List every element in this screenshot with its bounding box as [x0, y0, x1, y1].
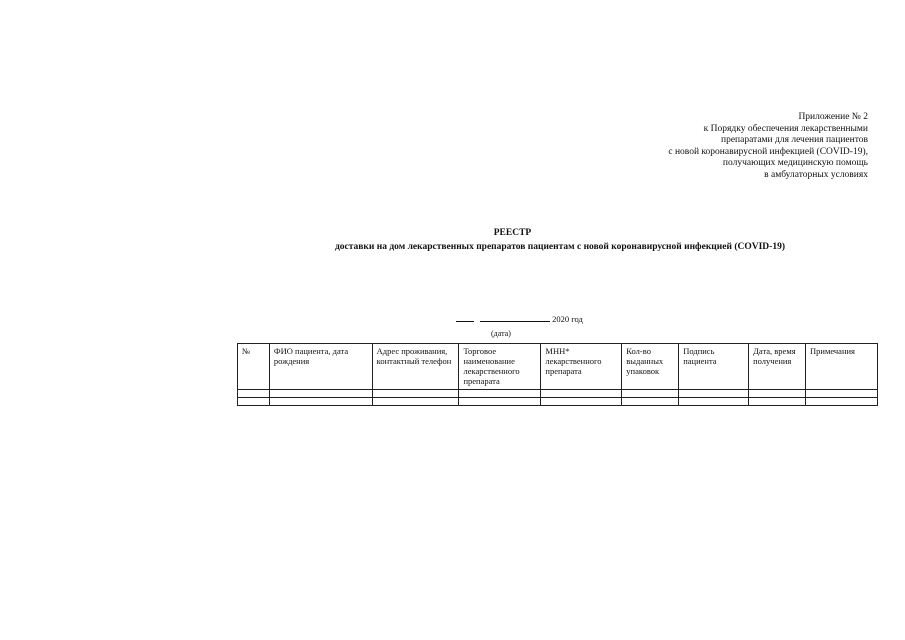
table-cell [541, 398, 622, 406]
header-cell-signature: Подпись пациента [679, 344, 749, 390]
date-caption: (дата) [491, 329, 511, 338]
table-cell [749, 398, 806, 406]
appendix-line: с новой коронавирусной инфекцией (COVID-19), [668, 146, 868, 157]
header-cell-inn: МНН* лекарственного препарата [541, 344, 622, 390]
table-cell [806, 390, 878, 398]
table-cell [269, 398, 372, 406]
appendix-line: в амбулаторных условиях [764, 169, 868, 180]
title-subtitle: доставки на дом лекарственных препаратов пациентам с новой коронавирусной инфекцией (COVID-19) [335, 242, 785, 252]
table-cell [679, 398, 749, 406]
table-row [238, 390, 878, 398]
appendix-line: Приложение № 2 [798, 112, 868, 122]
date-year: 2020 год [552, 314, 583, 324]
date-day-blank [456, 313, 474, 322]
header-cell-number: № [238, 344, 270, 390]
table-cell [541, 390, 622, 398]
header-cell-received-date: Дата, время получения [749, 344, 806, 390]
table-header-row [238, 344, 878, 390]
header-cell-trade-name: Торговое наименование лекарственного препарата [459, 344, 541, 390]
table-cell [372, 390, 459, 398]
table-cell [749, 390, 806, 398]
table-cell [459, 398, 541, 406]
document-title [0, 226, 905, 254]
table-cell [269, 390, 372, 398]
appendix-header [668, 112, 868, 182]
title-main: РЕЕСТР [493, 228, 532, 238]
appendix-line: препаратами для лечения пациентов [720, 135, 868, 146]
appendix-line: к Порядку обеспечения лекарственными [703, 123, 868, 134]
table-cell [679, 390, 749, 398]
header-cell-quantity: Кол-во выданных упаковок [622, 344, 679, 390]
table-cell [459, 390, 541, 398]
table-cell [622, 398, 679, 406]
date-line [456, 313, 583, 324]
date-month-blank [480, 313, 550, 322]
header-cell-address: Адрес проживания, контактный телефон [372, 344, 459, 390]
header-cell-notes: Примечания [806, 344, 878, 390]
table-cell [806, 398, 878, 406]
header-cell-patient-name: ФИО пациента, дата рождения [269, 344, 372, 390]
table-cell [372, 398, 459, 406]
table-cell [622, 390, 679, 398]
table-cell [238, 398, 270, 406]
appendix-line: получающих медицинскую помощь [722, 158, 868, 169]
table-cell [238, 390, 270, 398]
registry-table [237, 343, 878, 406]
table-row [238, 398, 878, 406]
